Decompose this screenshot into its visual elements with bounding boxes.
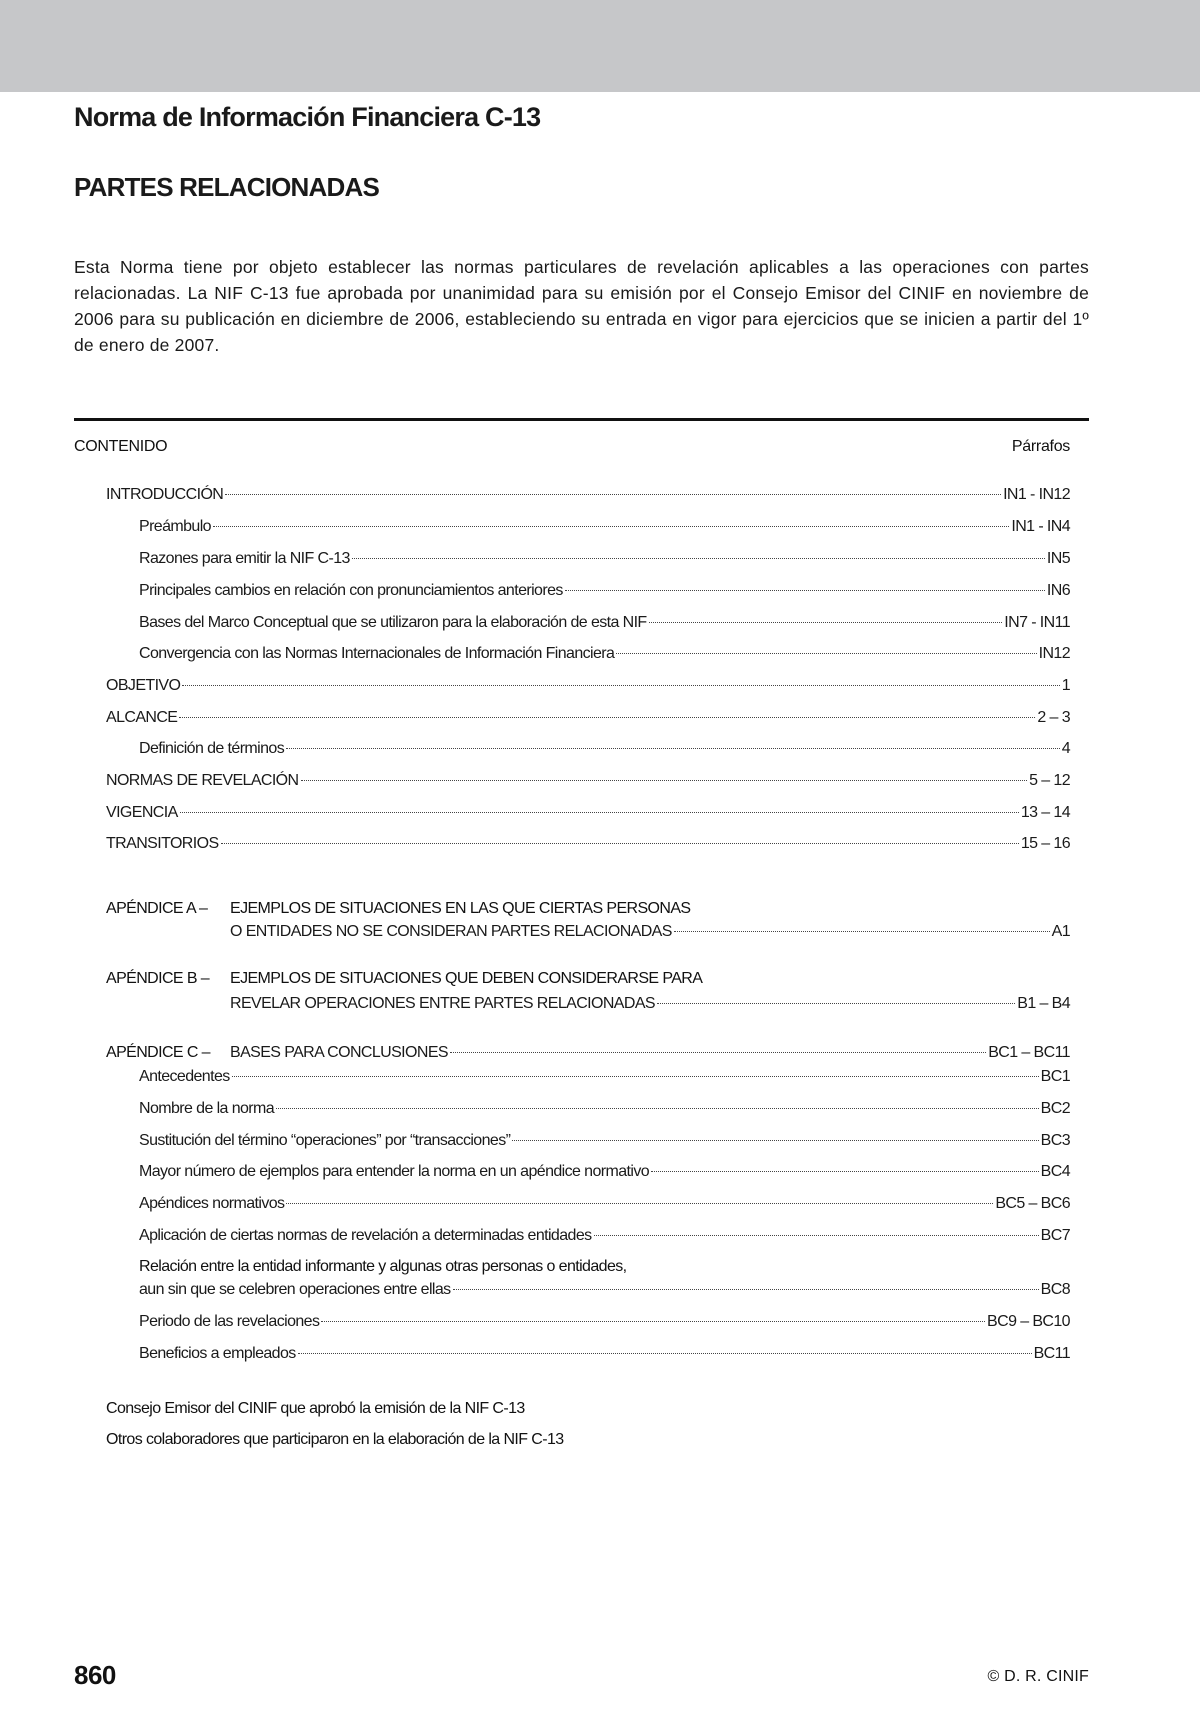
toc-entry-text: Principales cambios en relación con pronunciamientos anteriores	[139, 582, 563, 599]
dot-leader	[301, 780, 1028, 781]
dot-leader	[674, 931, 1050, 932]
toc-entry-appendix-b[interactable]	[230, 995, 1070, 1019]
toc-entry-text: Preámbulo	[139, 518, 211, 535]
toc-paragraphs-label: Párrafos	[1011, 438, 1070, 455]
toc-entry-antecedentes[interactable]	[139, 1068, 1070, 1092]
appendix-c-title: BASES PARA CONCLUSIONES	[230, 1044, 448, 1061]
toc-entry-definicion[interactable]	[139, 740, 1070, 764]
toc-entry-text: Definición de términos	[139, 740, 285, 757]
toc-entry-introduccion[interactable]	[106, 486, 1070, 510]
toc-entry-text: Aplicación de ciertas normas de revelación a determinadas entidades	[139, 1227, 592, 1244]
toc-entry-text: INTRODUCCIÓN	[106, 486, 224, 503]
toc-entry-pages: 1	[1061, 677, 1070, 694]
toc-entry-pages: 5 – 12	[1029, 772, 1070, 789]
toc-entry-text: aun sin que se celebren operaciones entre ellas	[139, 1281, 451, 1298]
toc-entry-text: Apéndices normativos	[139, 1195, 285, 1212]
toc-entry-pages: 15 – 16	[1020, 835, 1070, 852]
dot-leader	[565, 590, 1045, 591]
section-divider	[74, 418, 1089, 421]
toc-entry-normas-revelacion[interactable]	[106, 772, 1070, 796]
toc-entry-text: Antecedentes	[139, 1068, 230, 1085]
toc-entry-text: Mayor número de ejemplos para entender la norma en un apéndice normativo	[139, 1163, 650, 1180]
toc-entry-pages: IN7 - IN11	[1004, 614, 1070, 631]
dot-leader	[213, 526, 1009, 527]
appendix-c-label: APÉNDICE C –	[106, 1044, 210, 1061]
toc-entry-principales-cambios[interactable]	[139, 582, 1070, 606]
toc-entry-text: OBJETIVO	[106, 677, 181, 694]
toc-entry-text: VIGENCIA	[106, 804, 178, 821]
toc-entry-alcance[interactable]	[106, 709, 1070, 733]
toc-entry-pages: BC4	[1040, 1163, 1070, 1180]
toc-entry-text: Nombre de la norma	[139, 1100, 275, 1117]
toc-entry-pages: IN6	[1046, 582, 1070, 599]
dot-leader	[352, 558, 1045, 559]
toc-heading: CONTENIDO	[74, 438, 168, 455]
toc-entry-relacion[interactable]	[139, 1281, 1070, 1305]
toc-entry-objetivo[interactable]	[106, 677, 1070, 701]
dot-leader	[616, 653, 1036, 654]
toc-entry-pages: IN1 - IN4	[1011, 518, 1070, 535]
toc-entry-pages: BC7	[1040, 1227, 1070, 1244]
toc-note-consejo[interactable]: Consejo Emisor del CINIF que aprobó la emisión de la NIF C-13	[106, 1400, 525, 1417]
dot-leader	[179, 717, 1035, 718]
toc-entry-pages: A1	[1051, 923, 1070, 940]
toc-entry-relacion-line1: Relación entre la entidad informante y algunas otras personas o entidades,	[139, 1258, 627, 1275]
appendix-a-label: APÉNDICE A –	[106, 900, 208, 917]
toc-entry-pages: IN12	[1038, 645, 1070, 662]
toc-entry-text: Sustitución del término “operaciones” por “transacciones”	[139, 1132, 511, 1149]
toc-entry-pages: IN1 - IN12	[1003, 486, 1070, 503]
document-subtitle: PARTES RELACIONADAS	[74, 172, 380, 202]
toc-entry-text: ALCANCE	[106, 709, 178, 726]
toc-entry-transitorios[interactable]	[106, 835, 1070, 859]
toc-entry-pages: BC8	[1040, 1281, 1070, 1298]
toc-entry-preambulo[interactable]	[139, 518, 1070, 542]
toc-entry-pages: BC11	[1033, 1345, 1070, 1362]
toc-entry-pages: IN5	[1046, 550, 1070, 567]
toc-entry-apendices-normativos[interactable]	[139, 1195, 1070, 1219]
toc-entry-pages: BC5 – BC6	[995, 1195, 1070, 1212]
dot-leader	[453, 1289, 1039, 1290]
toc-entry-pages: BC2	[1040, 1100, 1070, 1117]
toc-entry-bases-marco[interactable]	[139, 614, 1070, 638]
toc-entry-beneficios[interactable]	[139, 1345, 1070, 1369]
dot-leader	[232, 1076, 1039, 1077]
toc-entry-mayor-numero[interactable]	[139, 1163, 1070, 1187]
toc-entry-vigencia[interactable]	[106, 804, 1070, 828]
dot-leader	[286, 748, 1060, 749]
toc-entry-appendix-a[interactable]	[230, 923, 1070, 947]
appendix-b-title-line1: EJEMPLOS DE SITUACIONES QUE DEBEN CONSIDERARSE PARA	[230, 970, 703, 987]
toc-entry-text: Bases del Marco Conceptual que se utilizaron para la elaboración de esta NIF	[139, 614, 647, 631]
toc-entry-text: Periodo de las revelaciones	[139, 1313, 320, 1330]
toc-entry-pages: BC9 – BC10	[987, 1313, 1070, 1330]
dot-leader	[594, 1235, 1039, 1236]
dot-leader	[276, 1108, 1039, 1109]
dot-leader	[182, 685, 1059, 686]
document-title: Norma de Información Financiera C-13	[74, 102, 541, 132]
appendix-a-title-line1: EJEMPLOS DE SITUACIONES EN LAS QUE CIERTAS PERSONAS	[230, 900, 691, 917]
dot-leader	[298, 1353, 1032, 1354]
toc-note-colaboradores[interactable]: Otros colaboradores que participaron en la elaboración de la NIF C-13	[106, 1431, 564, 1448]
toc-entry-pages: B1 – B4	[1017, 995, 1070, 1012]
dot-leader	[651, 1171, 1039, 1172]
dot-leader	[180, 812, 1019, 813]
toc-entry-pages: BC3	[1040, 1132, 1070, 1149]
toc-entry-razones[interactable]	[139, 550, 1070, 574]
toc-entry-sustitucion[interactable]	[139, 1132, 1070, 1156]
toc-entry-text: Convergencia con las Normas Internacionales de Información Financiera	[139, 645, 615, 662]
dot-leader	[286, 1203, 993, 1204]
toc-entry-text: Razones para emitir la NIF C-13	[139, 550, 350, 567]
top-gray-band	[0, 0, 1200, 92]
toc-entry-nombre-norma[interactable]	[139, 1100, 1070, 1124]
dot-leader	[225, 494, 1001, 495]
dot-leader	[649, 622, 1003, 623]
dot-leader	[450, 1052, 986, 1053]
appendix-b-title-line2: REVELAR OPERACIONES ENTRE PARTES RELACIONADAS	[230, 995, 655, 1012]
intro-paragraph: Esta Norma tiene por objeto establecer las normas particulares de revelación aplicables a las operaciones con partes relacionadas. La NIF C-13 fue aprobada por unanimidad para su emisión por el Consejo Emisor del CINIF en noviembre de 2006 para su publicación en diciembre de 2006, estableciendo su entrada en vigor para ejercicios que se inicien a partir del 1º de enero de 2007.	[74, 257, 1089, 355]
toc-entry-periodo[interactable]	[139, 1313, 1070, 1337]
toc-entry-pages: BC1 – BC11	[988, 1044, 1070, 1061]
toc-entry-pages: BC1	[1040, 1068, 1070, 1085]
toc-entry-text: TRANSITORIOS	[106, 835, 219, 852]
toc-header	[74, 438, 1070, 462]
toc-entry-aplicacion[interactable]	[139, 1227, 1070, 1251]
copyright-notice: © D. R. CINIF	[987, 1668, 1089, 1685]
appendix-b-label: APÉNDICE B –	[106, 970, 210, 987]
toc-entry-pages: 4	[1061, 740, 1070, 757]
dot-leader	[321, 1321, 985, 1322]
appendix-a-title-line2: O ENTIDADES NO SE CONSIDERAN PARTES RELACIONADAS	[230, 923, 672, 940]
dot-leader	[657, 1003, 1015, 1004]
toc-entry-pages: 2 – 3	[1037, 709, 1070, 726]
toc-entry-text: NORMAS DE REVELACIÓN	[106, 772, 299, 789]
toc-entry-convergencia[interactable]	[139, 645, 1070, 669]
toc-entry-appendix-c[interactable]	[230, 1044, 1070, 1068]
toc-entry-text: Beneficios a empleados	[139, 1345, 296, 1362]
dot-leader	[221, 843, 1019, 844]
page-number: 860	[74, 1660, 116, 1690]
toc-entry-pages: 13 – 14	[1020, 804, 1070, 821]
dot-leader	[512, 1140, 1038, 1141]
